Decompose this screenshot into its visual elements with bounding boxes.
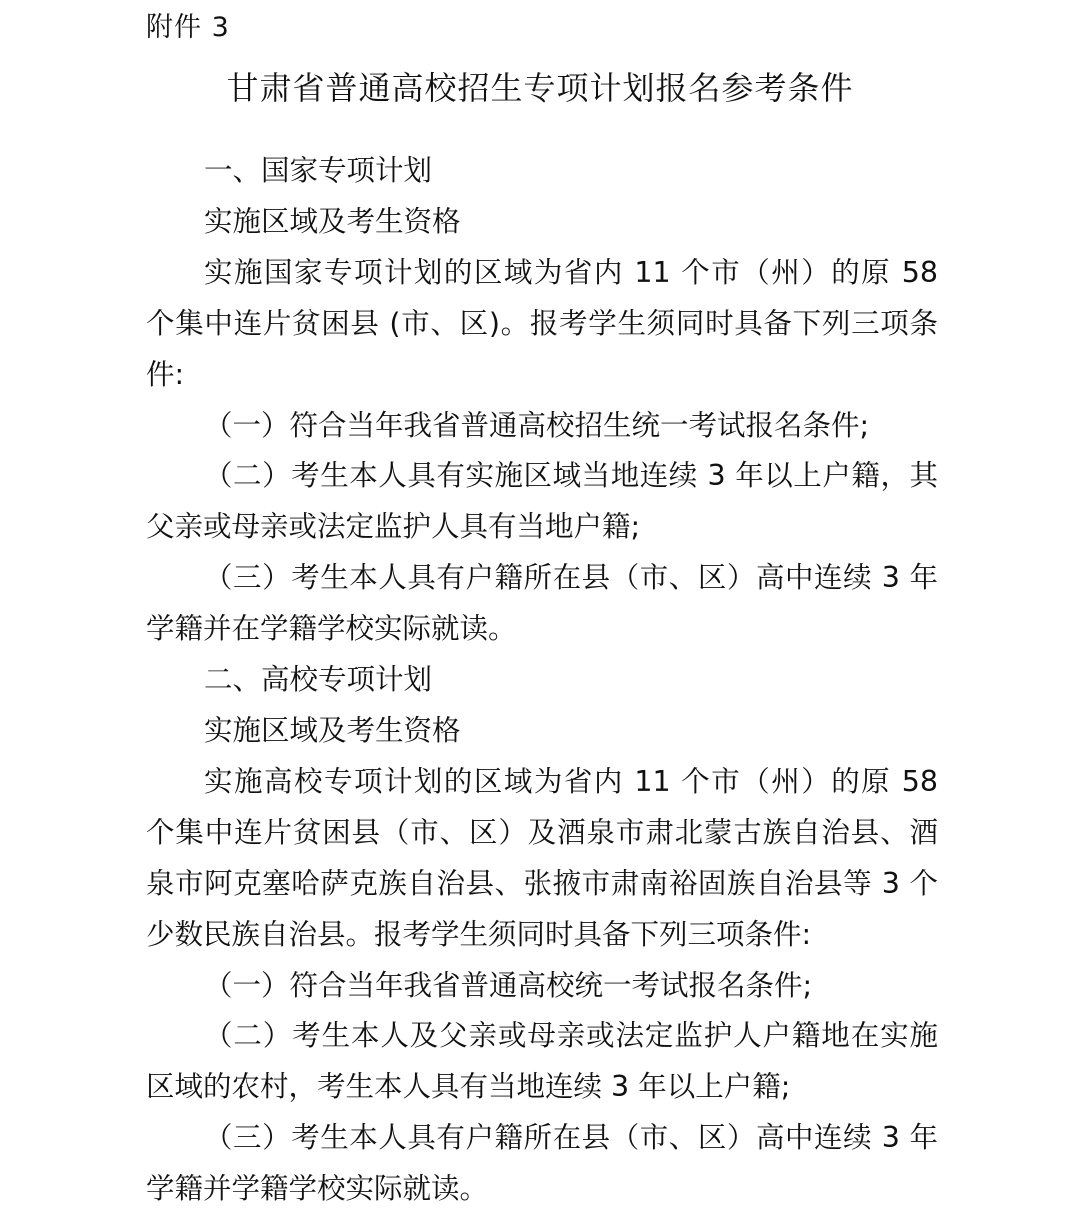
section-2-heading: 二、高校专项计划 — [204, 663, 433, 697]
section-1-intro: 实施国家专项计划的区域为省内 11 个市（州）的原 58 个集中连片贫困县 (市、区)。报考学生须同时具备下列三项条件: — [146, 255, 938, 391]
section-1-condition-1: （一）符合当年我省普通高校招生统一考试报名条件; — [204, 408, 870, 442]
section-2-condition-1: （一）符合当年我省普通高校统一考试报名条件; — [204, 968, 813, 1002]
section-2-subheading: 实施区域及考生资格 — [204, 713, 461, 747]
section-1-subheading: 实施区域及考生资格 — [204, 204, 461, 238]
section-1-condition-3: （三）考生本人具有户籍所在县（市、区）高中连续 3 年学籍并在学籍学校实际就读。 — [146, 561, 938, 646]
section-1-condition-2: （二）考生本人具有实施区域当地连续 3 年以上户籍，其父亲或母亲或法定监护人具有当地户籍; — [146, 459, 938, 544]
section-2-intro: 实施高校专项计划的区域为省内 11 个市（州）的原 58 个集中连片贫困县（市、区）及酒泉市肃北蒙古族自治县、酒泉市阿克塞哈萨克族自治县、张掖市肃南裕固族自治县等 3 个少数民族自治县。报考学生须同时具备下列三项条件: — [146, 764, 938, 951]
document-body — [146, 146, 938, 1215]
section-2-condition-2: （二）考生本人及父亲或母亲或法定监护人户籍地在实施区域的农村，考生本人具有当地连续 3 年以上户籍; — [146, 1019, 938, 1104]
document-title: 甘肃省普通高校招生专项计划报名参考条件 — [226, 69, 854, 107]
section-2-condition-3: （三）考生本人具有户籍所在县（市、区）高中连续 3 年学籍并学籍学校实际就读。 — [146, 1121, 938, 1206]
attachment-label: 附件 3 — [146, 12, 230, 43]
section-1-heading: 一、国家专项计划 — [204, 154, 433, 187]
